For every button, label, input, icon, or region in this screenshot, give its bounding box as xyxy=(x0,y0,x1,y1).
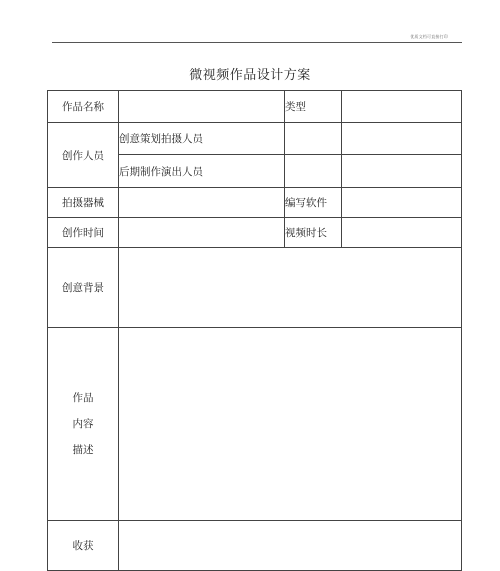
label-content-line-2: 内容 xyxy=(72,418,94,430)
header-note: 优质文档可直接打印 xyxy=(410,34,448,39)
label-equipment: 拍摄器械 xyxy=(48,188,119,218)
label-creators: 创作人员 xyxy=(48,123,119,188)
input-work-name[interactable] xyxy=(119,91,285,123)
label-editing-software: 编写软件 xyxy=(285,188,342,218)
row-creation-time xyxy=(48,218,462,248)
row-creators-planning xyxy=(48,123,462,155)
label-creative-background: 创意背景 xyxy=(48,248,119,328)
header-rule xyxy=(52,42,462,43)
label-video-duration: 视频时长 xyxy=(285,218,342,248)
input-creative-planning-a[interactable] xyxy=(285,123,342,155)
row-work-name xyxy=(48,91,462,123)
input-equipment[interactable] xyxy=(119,188,285,218)
label-type: 类型 xyxy=(285,91,342,123)
label-post-production: 后期制作演出人员 xyxy=(119,155,285,188)
label-content-line-1: 作品 xyxy=(72,392,94,404)
label-content-description xyxy=(48,328,119,521)
input-editing-software[interactable] xyxy=(342,188,462,218)
label-content-line-3: 描述 xyxy=(72,444,94,456)
input-creation-time[interactable] xyxy=(119,218,285,248)
design-form-table xyxy=(47,90,462,571)
label-gains: 收获 xyxy=(48,521,119,571)
input-type[interactable] xyxy=(342,91,462,123)
row-content-description xyxy=(48,328,462,521)
input-creative-background[interactable] xyxy=(119,248,462,328)
label-creation-time: 创作时间 xyxy=(48,218,119,248)
row-creative-background xyxy=(48,248,462,328)
label-creative-planning: 创意策划拍摄人员 xyxy=(119,123,285,155)
input-content-description[interactable] xyxy=(119,328,462,521)
row-gains xyxy=(48,521,462,571)
label-work-name: 作品名称 xyxy=(48,91,119,123)
input-video-duration[interactable] xyxy=(342,218,462,248)
input-creative-planning-b[interactable] xyxy=(342,123,462,155)
input-gains[interactable] xyxy=(119,521,462,571)
input-post-production-b[interactable] xyxy=(342,155,462,188)
document-title: 微视频作品设计方案 xyxy=(189,68,311,83)
input-post-production-a[interactable] xyxy=(285,155,342,188)
row-equipment xyxy=(48,188,462,218)
